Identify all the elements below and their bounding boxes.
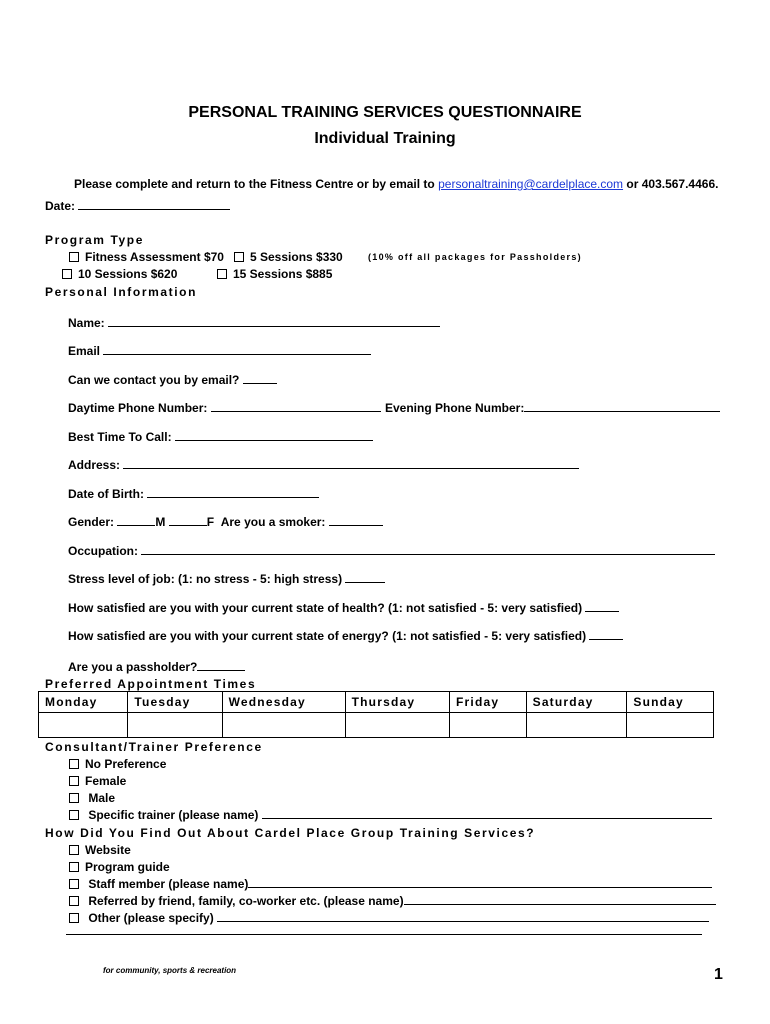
- gender-m-field[interactable]: [117, 515, 155, 526]
- name-field[interactable]: [108, 316, 440, 327]
- address-row: [68, 458, 579, 472]
- day-cell-monday[interactable]: [39, 713, 128, 738]
- evening-phone-field[interactable]: [524, 401, 720, 412]
- intro-before: Please complete and return to the Fitness Centre or by email to: [74, 177, 439, 191]
- day-header-saturday: Saturday: [526, 692, 627, 713]
- health-label: How satisfied are you with your current state of health? (1: not satisfied - 5: very satisfied): [68, 601, 583, 615]
- day-header-thursday: Thursday: [345, 692, 449, 713]
- day-cell-sunday[interactable]: [627, 713, 714, 738]
- find-out-option-2[interactable]: [69, 860, 170, 874]
- gender-row: [68, 515, 383, 529]
- program-type-heading: Program Type: [45, 233, 144, 247]
- occupation-field[interactable]: [141, 544, 715, 555]
- appointment-heading: Preferred Appointment Times: [45, 677, 257, 691]
- daytime-phone-label: Daytime Phone Number:: [68, 401, 208, 415]
- program-option-label: 5 Sessions $330: [250, 250, 343, 264]
- gender-f-field[interactable]: [169, 515, 207, 526]
- email-row: [68, 344, 371, 358]
- contact-email-field[interactable]: [243, 373, 277, 384]
- checkbox-icon[interactable]: [69, 896, 79, 906]
- table-row: [39, 692, 714, 713]
- contact-email-row: [68, 373, 277, 387]
- day-header-monday: Monday: [39, 692, 128, 713]
- staff-member-field[interactable]: [248, 877, 712, 888]
- best-time-row: [68, 430, 373, 444]
- day-cell-tuesday[interactable]: [128, 713, 222, 738]
- daytime-phone-field[interactable]: [211, 401, 381, 412]
- evening-phone-row: [385, 401, 720, 415]
- consultant-option-label: No Preference: [85, 757, 167, 771]
- checkbox-icon[interactable]: [69, 845, 79, 855]
- passholder-row: [68, 660, 245, 674]
- referred-by-field[interactable]: [404, 894, 716, 905]
- day-cell-wednesday[interactable]: [222, 713, 345, 738]
- day-cell-saturday[interactable]: [526, 713, 627, 738]
- best-time-label: Best Time To Call:: [68, 430, 172, 444]
- checkbox-icon[interactable]: [69, 862, 79, 872]
- day-cell-thursday[interactable]: [345, 713, 449, 738]
- email-field[interactable]: [103, 344, 371, 355]
- smoker-field[interactable]: [329, 515, 383, 526]
- address-field[interactable]: [123, 458, 579, 469]
- energy-label: How satisfied are you with your current state of energy? (1: not satisfied - 5: very satisfied): [68, 629, 587, 643]
- day-header-friday: Friday: [450, 692, 527, 713]
- day-header-tuesday: Tuesday: [128, 692, 222, 713]
- checkbox-icon[interactable]: [69, 810, 79, 820]
- email-link[interactable]: personaltraining@cardelplace.com: [438, 177, 624, 191]
- checkbox-icon[interactable]: [234, 252, 244, 262]
- program-option-label: Fitness Assessment $70: [85, 250, 224, 264]
- consultant-heading: Consultant/Trainer Preference: [45, 740, 263, 754]
- consultant-option-4[interactable]: [69, 808, 712, 822]
- consultant-option-3[interactable]: [69, 791, 115, 805]
- day-cell-friday[interactable]: [450, 713, 527, 738]
- date-label: Date:: [45, 199, 76, 213]
- intro-after: or 403.567.4466.: [623, 177, 719, 191]
- evening-phone-label: Evening Phone Number:: [385, 401, 525, 415]
- find-out-option-label: Program guide: [85, 860, 170, 874]
- checkbox-icon[interactable]: [69, 252, 79, 262]
- program-option-3[interactable]: [62, 267, 177, 281]
- date-field[interactable]: [78, 199, 230, 210]
- dob-row: [68, 487, 319, 501]
- contact-email-label: Can we contact you by email?: [68, 373, 240, 387]
- find-out-option-label: Other (please specify): [88, 911, 214, 925]
- gender-f-label: F: [206, 515, 215, 529]
- program-option-4[interactable]: [217, 267, 332, 281]
- health-row: [68, 601, 619, 615]
- checkbox-icon[interactable]: [69, 776, 79, 786]
- day-header-sunday: Sunday: [627, 692, 714, 713]
- dob-field[interactable]: [147, 487, 319, 498]
- table-row: [39, 713, 714, 738]
- page-subtitle: Individual Training: [314, 130, 456, 147]
- page-number: 1: [714, 966, 723, 983]
- find-out-option-label: Staff member (please name): [88, 877, 249, 891]
- extra-line-field[interactable]: [66, 934, 702, 935]
- stress-row: [68, 572, 385, 586]
- day-header-wednesday: Wednesday: [222, 692, 345, 713]
- personal-info-heading: Personal Information: [45, 285, 198, 299]
- find-out-option-label: Referred by friend, family, co-worker etc. (please name): [88, 894, 404, 908]
- name-label: Name:: [68, 316, 105, 330]
- health-field[interactable]: [585, 601, 619, 612]
- consultant-option-label: Male: [88, 791, 116, 805]
- intro-text: [74, 177, 718, 191]
- find-out-heading: How Did You Find Out About Cardel Place Group Training Services?: [45, 826, 536, 840]
- energy-row: [68, 629, 623, 643]
- consultant-option-2[interactable]: [69, 774, 126, 788]
- gender-label: Gender:: [68, 515, 115, 529]
- specific-trainer-field[interactable]: [262, 808, 712, 819]
- find-out-option-1[interactable]: [69, 843, 131, 857]
- program-option-2[interactable]: [234, 250, 343, 264]
- footer-tagline: for community, sports & recreation: [103, 966, 237, 975]
- page-title: PERSONAL TRAINING SERVICES QUESTIONNAIRE: [188, 104, 582, 121]
- smoker-label: Are you a smoker:: [220, 515, 326, 529]
- gender-m-label: M: [155, 515, 166, 529]
- checkbox-icon[interactable]: [69, 793, 79, 803]
- dob-label: Date of Birth:: [68, 487, 144, 501]
- program-option-label: 10 Sessions $620: [78, 267, 178, 281]
- program-option-label: 15 Sessions $885: [233, 267, 333, 281]
- find-out-option-label: Website: [85, 843, 131, 857]
- checkbox-icon[interactable]: [69, 879, 79, 889]
- consultant-option-label: Female: [85, 774, 127, 788]
- find-out-option-5[interactable]: [69, 911, 709, 925]
- energy-field[interactable]: [589, 629, 623, 640]
- checkbox-icon[interactable]: [69, 759, 79, 769]
- other-specify-field[interactable]: [217, 911, 709, 922]
- appointment-table: [38, 691, 714, 738]
- find-out-option-4[interactable]: [69, 894, 716, 908]
- best-time-field[interactable]: [175, 430, 373, 441]
- date-row: [45, 199, 230, 213]
- checkbox-icon[interactable]: [62, 269, 72, 279]
- find-out-option-3[interactable]: [69, 877, 712, 891]
- checkbox-icon[interactable]: [69, 913, 79, 923]
- program-option-1[interactable]: [69, 250, 224, 264]
- consultant-option-1[interactable]: [69, 757, 166, 771]
- passholder-note: (10% off all packages for Passholders): [368, 252, 582, 262]
- address-label: Address:: [68, 458, 121, 472]
- passholder-label: Are you a passholder?: [68, 660, 198, 674]
- occupation-row: [68, 544, 715, 558]
- passholder-field[interactable]: [197, 660, 245, 671]
- stress-field[interactable]: [345, 572, 385, 583]
- stress-label: Stress level of job: (1: no stress - 5: high stress): [68, 572, 343, 586]
- name-row: [68, 316, 440, 330]
- email-label: Email: [68, 344, 101, 358]
- checkbox-icon[interactable]: [217, 269, 227, 279]
- daytime-phone-row: [68, 401, 381, 415]
- consultant-option-label: Specific trainer (please name): [88, 808, 259, 822]
- occupation-label: Occupation:: [68, 544, 139, 558]
